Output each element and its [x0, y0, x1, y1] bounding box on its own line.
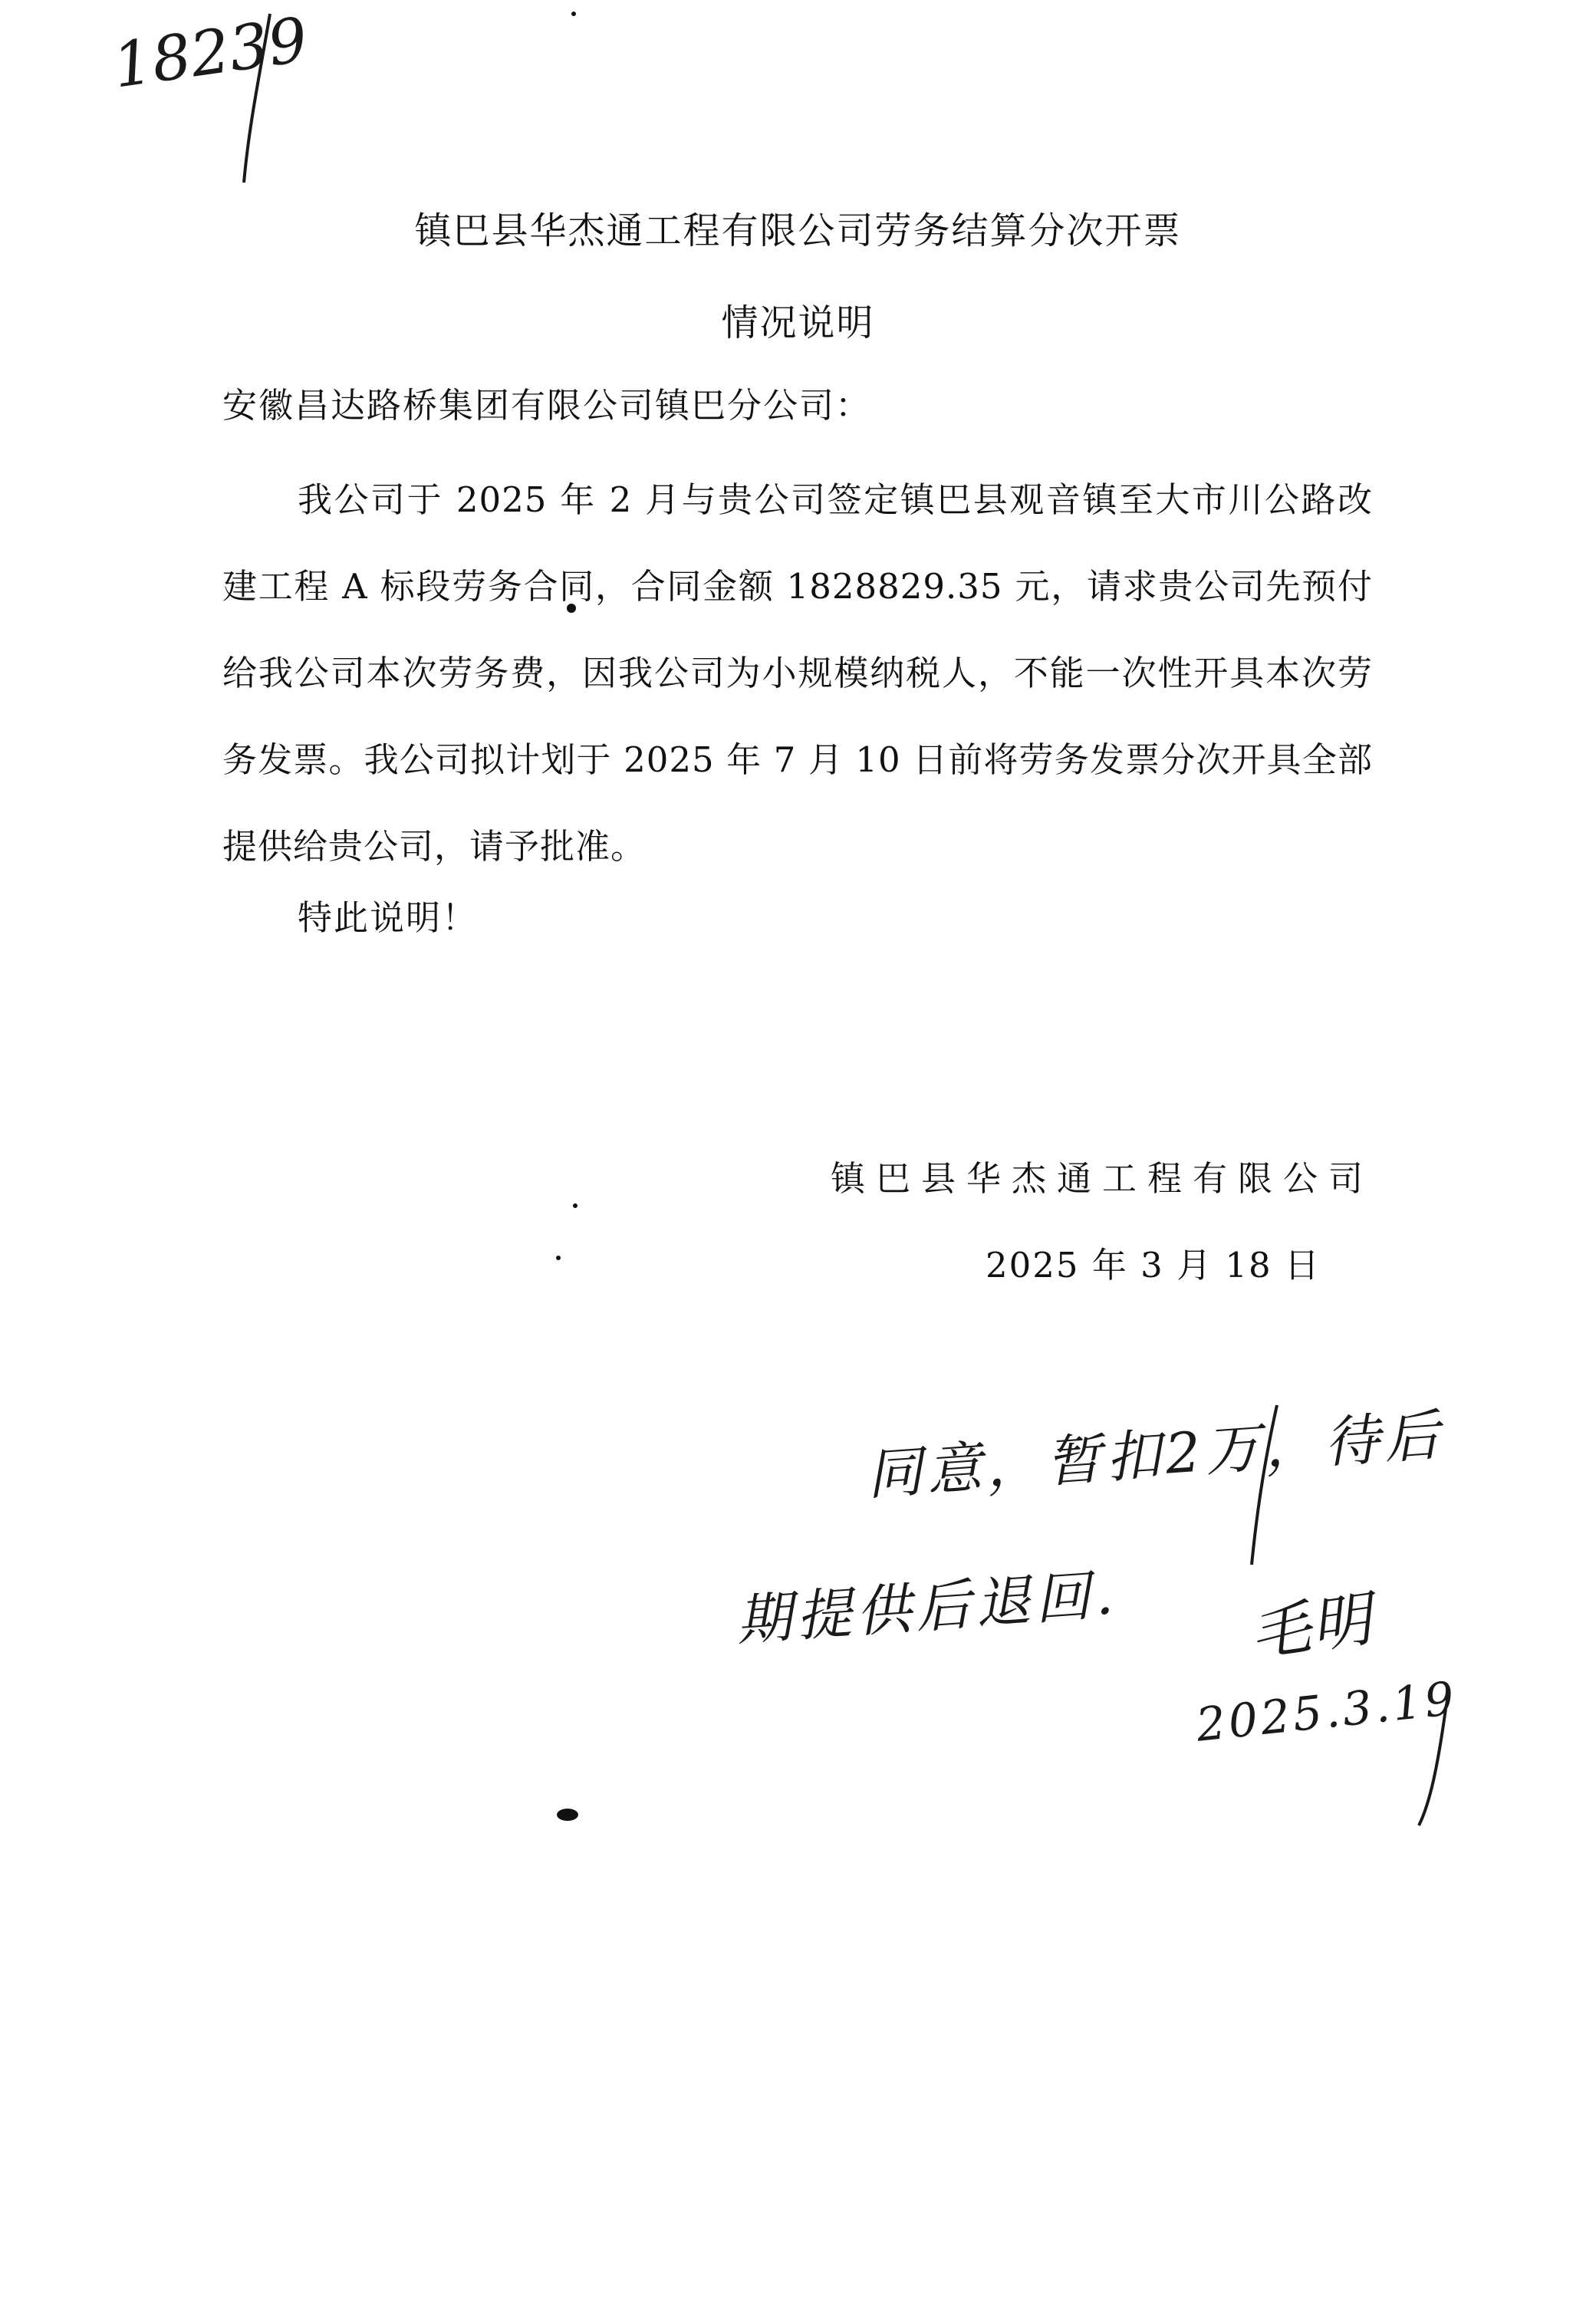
document-title: 镇巴县华杰通工程有限公司劳务结算分次开票 — [414, 209, 1182, 252]
scan-speck — [557, 1809, 578, 1821]
approval-note-line2: 期提供后退回． — [734, 1559, 1157, 1653]
handwritten-number: 18239 — [108, 4, 312, 102]
body-paragraph: 我公司于 2025 年 2 月与贵公司签定镇巴县观音镇至大市川公路改建工程 A 标段劳务合同，合同金额 1828829.35 元，请求贵公司先预付给我公司本次劳务费，因我公司为小规模纳税人，不能一次性开具本次劳务发票。我公司拟计划于 2025 年 7 月 10 日前将劳务发票分次开具全部提供给贵公司，请予批准。 — [222, 479, 1373, 867]
signer-company: 镇巴县华杰通工程有限公司 — [831, 1158, 1374, 1199]
approval-note-line1: 同意，暂扣2万，待后 — [864, 1402, 1446, 1507]
document-date: 2025 年 3 月 18 日 — [986, 1245, 1321, 1285]
scan-speck — [571, 12, 576, 16]
scan-speck — [556, 1256, 561, 1260]
document-subtitle: 情况说明 — [721, 301, 875, 344]
approval-date: 2025.3.19 — [1193, 1671, 1460, 1753]
scan-speck — [573, 1203, 578, 1208]
addressee: 安徽昌达路桥集团有限公司镇巴分公司： — [222, 385, 872, 426]
approver-signature: 毛明 — [1246, 1585, 1377, 1671]
closing-remark: 特此说明！ — [298, 897, 479, 938]
